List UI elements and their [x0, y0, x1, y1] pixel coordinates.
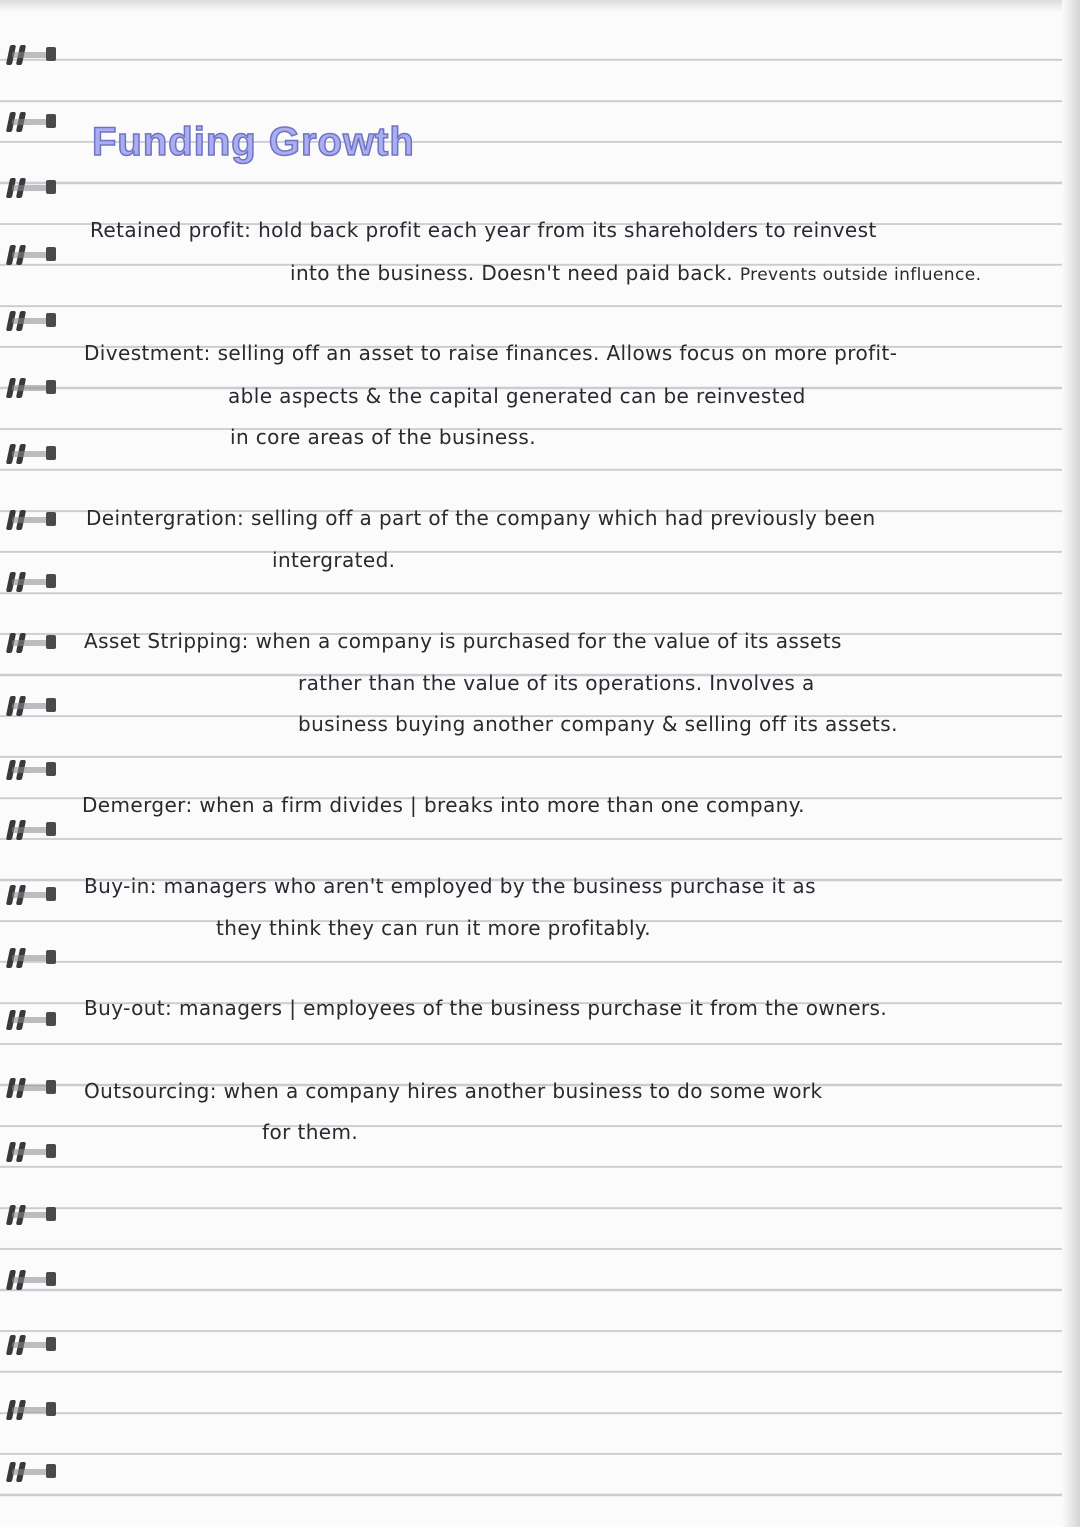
term-asset-stripping: Asset Stripping: when a company is purchased for the value of its assets — [84, 629, 842, 653]
term-definition: they think they can run it more profitably. — [216, 916, 652, 940]
term-demerger: Demerger: when a firm divides | breaks into more than one company. — [82, 793, 805, 817]
spiral-ring — [6, 1270, 56, 1290]
term-definition: when a company is purchased for the value of its assets — [255, 629, 842, 653]
term-definition: intergrated. — [272, 548, 396, 572]
term-name: Retained profit — [90, 218, 245, 242]
term-definition: managers | employees of the business purchase it from the owners. — [178, 996, 888, 1020]
term-buy-in: Buy-in: managers who aren't employed by the business purchase it as — [84, 874, 816, 898]
page-right-edge — [1062, 0, 1080, 1527]
term-name: Demerger — [82, 793, 186, 817]
term-name: Deintergration — [86, 506, 238, 530]
term-definition: rather than the value of its operations. Involves a — [298, 671, 815, 695]
term-definition: when a company hires another business to do some work — [223, 1079, 823, 1103]
spiral-ring — [6, 1462, 56, 1482]
spiral-ring — [6, 1078, 56, 1098]
spiral-ring — [6, 444, 56, 464]
spiral-ring — [6, 378, 56, 398]
spiral-ring — [6, 696, 56, 716]
spiral-ring — [6, 245, 56, 265]
spiral-ring — [6, 178, 56, 198]
page-title: Funding Growth — [92, 120, 415, 164]
page-top-edge — [0, 0, 1080, 12]
spiral-ring — [6, 1010, 56, 1030]
spiral-ring — [6, 633, 56, 653]
term-buy-out: Buy-out: managers | employees of the business purchase it from the owners. — [84, 996, 888, 1020]
term-definition: managers who aren't employed by the business purchase it as — [163, 874, 816, 898]
term-name: Divestment — [84, 341, 204, 365]
term-outsourcing: Outsourcing: when a company hires another business to do some work — [84, 1079, 823, 1103]
spiral-ring — [6, 510, 56, 530]
spiral-ring — [6, 112, 56, 132]
term-name: Outsourcing — [84, 1079, 210, 1103]
spiral-ring — [6, 1205, 56, 1225]
term-definition: in core areas of the business. — [230, 425, 536, 449]
term-definition: into the business. Doesn't need paid back. — [290, 261, 734, 285]
term-divestment: Divestment: selling off an asset to raise finances. Allows focus on more profit- — [84, 341, 898, 365]
term-definition: hold back profit each year from its shareholders to reinvest — [258, 218, 877, 242]
term-definition: selling off a part of the company which had previously been — [250, 506, 876, 530]
spiral-ring — [6, 1400, 56, 1420]
term-definition: for them. — [262, 1120, 359, 1144]
term-definition: Prevents outside influence. — [739, 265, 982, 285]
term-name: Buy-in — [84, 874, 150, 898]
term-definition: able aspects & the capital generated can be reinvested — [228, 384, 806, 408]
spiral-ring — [6, 948, 56, 968]
term-definition: business buying another company & selling off its assets. — [298, 712, 898, 736]
spiral-ring — [6, 1142, 56, 1162]
spiral-ring — [6, 760, 56, 780]
spiral-ring — [6, 820, 56, 840]
term-definition: selling off an asset to raise finances. Allows focus on more profit- — [217, 341, 898, 365]
term-name: Buy-out — [84, 996, 166, 1020]
spiral-ring — [6, 1335, 56, 1355]
term-retained-profit: Retained profit: hold back profit each year from its shareholders to reinvest — [90, 218, 877, 242]
spiral-binding — [0, 0, 64, 1527]
spiral-ring — [6, 572, 56, 592]
spiral-ring — [6, 885, 56, 905]
term-definition: when a firm divides | breaks into more than one company. — [199, 793, 805, 817]
term-deintergration: Deintergration: selling off a part of the company which had previously been — [86, 506, 876, 530]
spiral-ring — [6, 45, 56, 65]
spiral-ring — [6, 311, 56, 331]
term-name: Asset Stripping — [84, 629, 242, 653]
